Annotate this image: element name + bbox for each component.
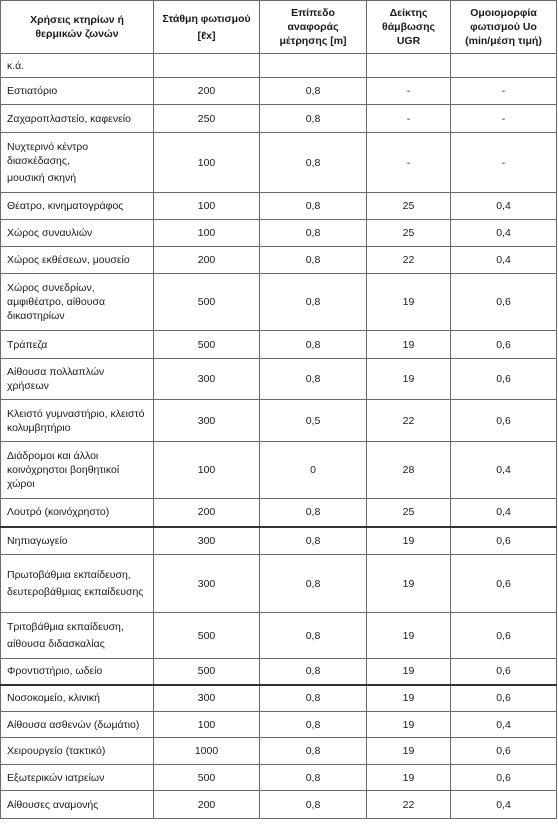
header-uses: Χρήσεις κτηρίων ή θερμικών ζωνών [1,1,154,54]
row-name: Χώρος εκθέσεων, μουσείο [1,247,154,274]
table-row [1,685,557,712]
row-lux: 1000 [154,738,260,765]
row-uo: 0,6 [451,359,557,400]
row-ugr: 25 [367,220,451,247]
row-lux: 300 [154,400,260,442]
table-row [1,331,557,359]
row-ugr: - [367,133,451,193]
table-row [1,659,557,685]
row-ugr: 19 [367,765,451,791]
row-uo: 0,6 [451,613,557,659]
row-name: κ.ά. [1,54,154,78]
row-ugr [367,54,451,78]
row-level: 0,8 [260,555,367,613]
row-level: 0,8 [260,133,367,193]
row-name: Αίθουσα πολλαπλών χρήσεων [1,359,154,400]
row-uo: 0,6 [451,738,557,765]
row-level: 0,8 [260,220,367,247]
row-uo: - [451,133,557,193]
table-row [1,247,557,274]
row-level: 0,8 [260,712,367,738]
row-level: 0 [260,442,367,499]
table-row [1,613,557,659]
row-uo: 0,6 [451,685,557,712]
table-row [1,765,557,791]
table-row [1,193,557,220]
row-name: Θέατρο, κινηματογράφος [1,193,154,220]
table-row [1,220,557,247]
header-lux [154,1,260,54]
table-row [1,105,557,133]
row-ugr: 19 [367,685,451,712]
row-name: Κλειστό γυμναστήριο, κλειστό κολυμβητήριο [1,400,154,442]
row-uo: 0,6 [451,331,557,359]
table-header-row [1,1,557,54]
row-level: 0,8 [260,331,367,359]
row-ugr: 22 [367,247,451,274]
row-uo: 0,6 [451,555,557,613]
row-uo: 0,6 [451,400,557,442]
row-ugr: 19 [367,527,451,555]
row-level: 0,8 [260,274,367,331]
row-ugr: 22 [367,400,451,442]
header-ugr: Δείκτης θάμβωσης UGR [367,1,451,54]
table-row [1,442,557,499]
row-lux: 100 [154,712,260,738]
row-uo: - [451,105,557,133]
row-uo: 0,6 [451,274,557,331]
row-uo: 0,6 [451,527,557,555]
row-name: Χειρουργείο (τακτικό) [1,738,154,765]
table-row [1,78,557,105]
row-level: 0,8 [260,613,367,659]
table-row [1,54,557,78]
row-ugr: 19 [367,331,451,359]
row-lux: 100 [154,133,260,193]
row-lux [154,54,260,78]
row-lux: 250 [154,105,260,133]
row-level: 0,8 [260,193,367,220]
row-name: Τράπεζα [1,331,154,359]
row-lux: 100 [154,442,260,499]
row-name: Πρωτοβάθμια εκπαίδευση, [7,569,131,581]
row-lux: 300 [154,685,260,712]
row-name: Χώρος συναυλιών [1,220,154,247]
row-ugr: 19 [367,613,451,659]
row-level: 0,5 [260,400,367,442]
row-level: 0,8 [260,527,367,555]
row-uo: 0,4 [451,791,557,819]
row-level [260,54,367,78]
header-uniformity: Ομοιομορφία φωτισμού Uo (min/μέση τιμή) [451,1,557,54]
row-name-continued: μουσική σκηνή [7,172,77,184]
row-lux: 200 [154,247,260,274]
row-uo: 0,4 [451,220,557,247]
row-uo: 0,6 [451,659,557,685]
row-level: 0,8 [260,659,367,685]
row-uo: 0,4 [451,247,557,274]
row-lux: 500 [154,274,260,331]
row-level: 0,8 [260,499,367,527]
row-lux: 200 [154,499,260,527]
row-name-cell [1,555,154,613]
row-name: Αίθουσα ασθενών (δωμάτιο) [1,712,154,738]
header-level: Επίπεδο αναφοράς μέτρησης [m] [260,1,367,54]
row-level: 0,8 [260,791,367,819]
row-lux: 200 [154,78,260,105]
row-name-continued: δευτεροβάθμιας εκπαίδευσης [7,586,144,598]
row-ugr: 19 [367,659,451,685]
header-lux-label: Στάθμη φωτισμού [162,12,251,25]
table-row [1,791,557,819]
row-name: Φροντιστήριο, ωδείο [1,659,154,685]
row-name: Ζαχαροπλαστείο, καφενείο [1,105,154,133]
row-name: Εξωτερικών ιατρείων [1,765,154,791]
row-ugr: - [367,105,451,133]
row-name: Αίθουσες αναμονής [1,791,154,819]
row-level: 0,8 [260,738,367,765]
row-lux: 500 [154,613,260,659]
row-uo [451,54,557,78]
row-ugr: 28 [367,442,451,499]
table-row [1,527,557,555]
row-level: 0,8 [260,685,367,712]
row-lux: 500 [154,659,260,685]
table-row [1,499,557,527]
row-ugr: 19 [367,738,451,765]
table-row [1,400,557,442]
table-row [1,555,557,613]
header-lux-unit: [ℓx] [197,29,216,42]
row-name: Χώρος συνεδρίων, αμφιθέατρο, αίθουσα δικαστηρίων [1,274,154,331]
row-ugr: 25 [367,193,451,220]
row-lux: 500 [154,765,260,791]
row-lux: 200 [154,791,260,819]
row-ugr: 19 [367,359,451,400]
row-ugr: 22 [367,791,451,819]
row-name: Διάδρομοι και άλλοι κοινόχρηστοι βοηθητικοί χώροι [1,442,154,499]
row-name: Νυχτερινό κέντρο διασκέδασης, [7,141,89,167]
row-name: Εστιατόριο [1,78,154,105]
row-uo: 0,4 [451,442,557,499]
row-uo: 0,4 [451,712,557,738]
table-row [1,712,557,738]
row-ugr: 19 [367,712,451,738]
row-name: Νοσοκομείο, κλινική [1,685,154,712]
row-name: Τριτοβάθμια εκπαίδευση, [7,621,124,633]
row-lux: 500 [154,331,260,359]
row-ugr: 19 [367,555,451,613]
row-level: 0,8 [260,78,367,105]
row-ugr: - [367,78,451,105]
row-uo: 0,4 [451,193,557,220]
table-row [1,359,557,400]
row-level: 0,8 [260,105,367,133]
row-lux: 300 [154,359,260,400]
row-lux: 100 [154,220,260,247]
row-lux: 300 [154,555,260,613]
row-name: Νηπιαγωγείο [1,527,154,555]
row-level: 0,8 [260,359,367,400]
row-name: Λουτρό (κοινόχρηστο) [1,499,154,527]
row-name-continued: αίθουσα διδασκαλίας [7,638,105,650]
row-ugr: 25 [367,499,451,527]
row-uo: - [451,78,557,105]
table-row [1,274,557,331]
row-name-cell [1,613,154,659]
row-ugr: 19 [367,274,451,331]
row-lux: 100 [154,193,260,220]
row-lux: 300 [154,527,260,555]
row-level: 0,8 [260,765,367,791]
row-uo: 0,6 [451,765,557,791]
table-row [1,738,557,765]
row-level: 0,8 [260,247,367,274]
row-name-cell [1,133,154,193]
row-uo: 0,4 [451,499,557,527]
table-row [1,133,557,193]
